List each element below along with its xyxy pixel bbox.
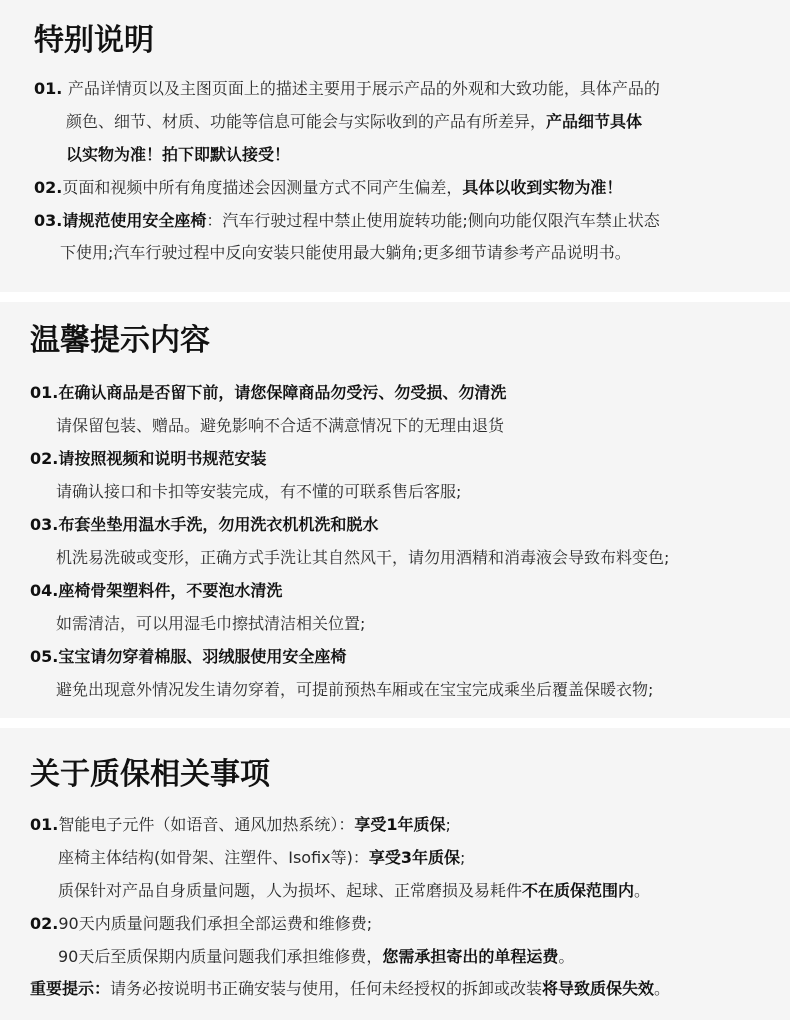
warranty-line-5: 90天后至质保期内质量问题我们承担维修费，您需承担寄出的单程运费。 [58, 947, 575, 966]
notice-line-4: 02.页面和视频中所有角度描述会因测量方式不同产生偏差，具体以收到实物为准！ [34, 178, 623, 197]
notice-line-2: 颜色、细节、材质、功能等信息可能会与实际收到的产品有所差异，产品细节具体 [66, 112, 643, 131]
tip-text-4: 如需清洁，可以用湿毛巾擦拭清洁相关位置; [56, 614, 366, 633]
tips-section [0, 302, 790, 718]
warranty-section [0, 728, 790, 1020]
warranty-title: 关于质保相关事项 [30, 757, 270, 792]
notice-line-6: 下使用;汽车行驶过程中反向安装只能使用最大躺角;更多细节请参考产品说明书。 [60, 243, 631, 262]
warranty-line-2: 座椅主体结构(如骨架、注塑件、Isofix等)：享受3年质保; [58, 848, 466, 867]
warranty-line-4: 02.90天内质量问题我们承担全部运费和维修费; [30, 914, 373, 933]
warranty-line-3: 质保针对产品自身质量问题，人为损坏、起球、正常磨损及易耗件不在质保范围内。 [58, 881, 651, 900]
warranty-line-1: 01.智能电子元件（如语音、通风加热系统）：享受1年质保; [30, 815, 451, 834]
tip-text-2: 请确认接口和卡扣等安装完成，有不懂的可联系售后客服; [56, 482, 462, 501]
tip-text-3: 机洗易洗破或变形，正确方式手洗让其自然风干，请勿用酒精和消毒液会导致布料变色; [56, 548, 670, 567]
tip-heading-4: 04.座椅骨架塑料件，不要泡水清洗 [30, 581, 283, 600]
tip-heading-5: 05.宝宝请勿穿着棉服、羽绒服使用安全座椅 [30, 647, 347, 666]
warranty-line-6: 重要提示：请务必按说明书正确安装与使用，任何未经授权的拆卸或改装将导致质保失效。 [30, 979, 671, 998]
special-notice-section [0, 0, 790, 292]
notice-line-5: 03.请规范使用安全座椅：汽车行驶过程中禁止使用旋转功能;侧向功能仅限汽车禁止状态 [34, 211, 660, 230]
tip-heading-1: 01.在确认商品是否留下前，请您保障商品勿受污、勿受损、勿清洗 [30, 383, 507, 402]
tip-heading-3: 03.布套坐垫用温水手洗，勿用洗衣机机洗和脱水 [30, 515, 379, 534]
notice-line-1: 01. 产品详情页以及主图页面上的描述主要用于展示产品的外观和大致功能，具体产品的 [34, 79, 660, 98]
notice-line-3: 以实物为准！拍下即默认接受！ [66, 145, 291, 164]
tip-heading-2: 02.请按照视频和说明书规范安装 [30, 449, 267, 468]
tip-text-5: 避免出现意外情况发生请勿穿着，可提前预热车厢或在宝宝完成乘坐后覆盖保暖衣物; [56, 680, 654, 699]
tips-title: 温馨提示内容 [30, 323, 210, 358]
tip-text-1: 请保留包装、赠品。避免影响不合适不满意情况下的无理由退货 [56, 416, 505, 435]
special-notice-title: 特别说明 [34, 23, 154, 58]
